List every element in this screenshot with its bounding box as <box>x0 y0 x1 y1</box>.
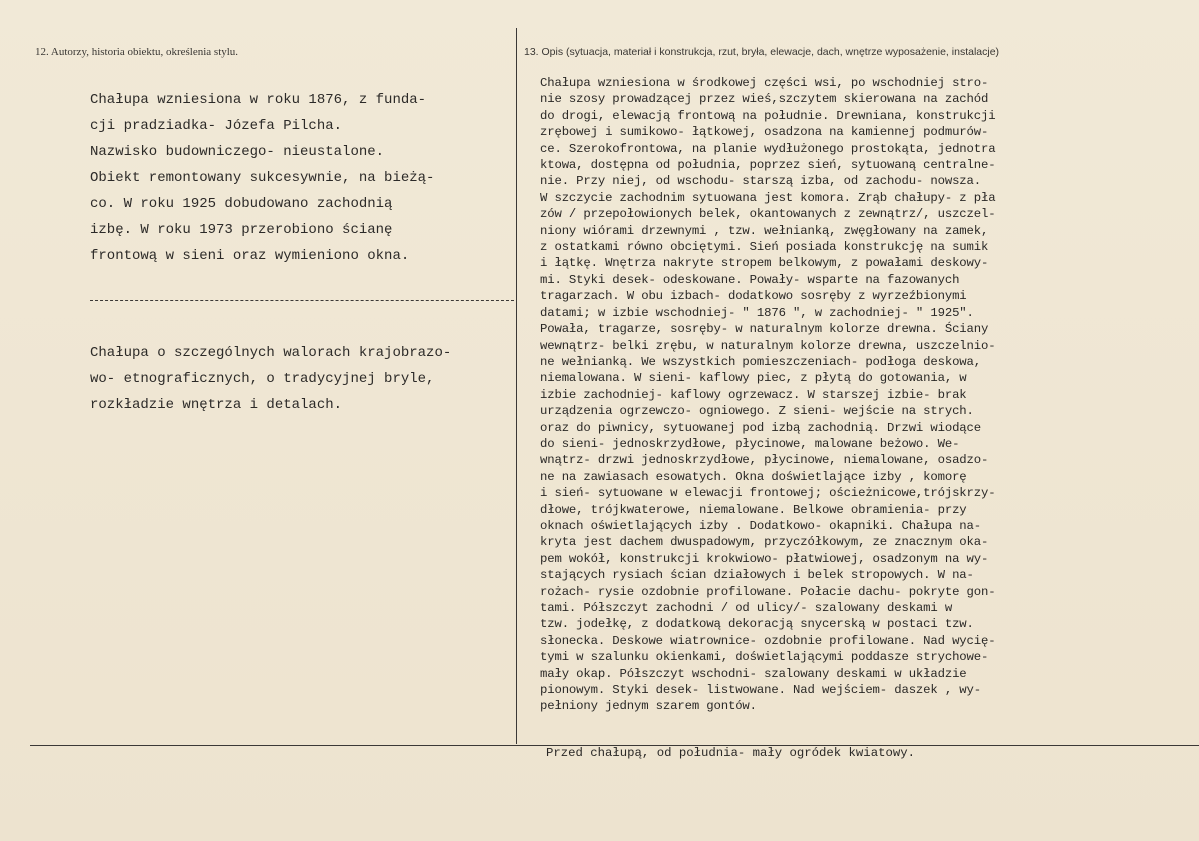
description-line: W szczycie zachodnim sytuowana jest komora. Zrąb chałupy- z pła <box>540 190 996 205</box>
description-line: dłowe, trójkwaterowe, niemalowane. Belkowe obramienia- przy <box>540 502 967 517</box>
section-13-heading: 13. Opis (sytuacja, materiał i konstrukcja, rzut, bryła, elewacje, dach, wnętrze wyposażenie, instalacje) <box>524 46 1000 58</box>
description-line: wnątrz- drzwi jednoskrzydłowe, płycinowe, niemalowane, osadzo- <box>540 453 989 468</box>
description-line: urządzenia ogrzewczo- ogniowego. Z sieni- wejście na strych. <box>540 404 974 419</box>
description-line: tymi w szalunku okienkami, doświetlającymi poddasze strychowe- <box>540 650 989 665</box>
description-line: izbie zachodniej- kaflowy ogrzewacz. W starszej izbie- brak <box>540 387 967 402</box>
description-line: pem wokół, konstrukcji krokwiowo- płatwiowej, osadzonym na wy- <box>540 551 989 566</box>
description-line: nie. Przy niej, od wschodu- starszą izba, od zachodu- nowsza. <box>540 174 981 189</box>
description-text <box>540 75 1199 715</box>
description-line: pełniony jednym szarem gontów. <box>540 699 757 714</box>
description-line: ce. Szerokofrontowa, na planie wydłużonego prostokąta, jednotra <box>540 141 996 156</box>
description-line: ktowa, dostępna od południa, poprzez sień, sytuowaną centralne- <box>540 158 996 173</box>
history-line: cji pradziadka- Józefa Pilcha. <box>90 118 343 134</box>
description-line: Powała, tragarze, sosręby- w naturalnym kolorze drewna. Ściany <box>540 322 989 337</box>
history-line: Obiekt remontowany sukcesywnie, na bieżą- <box>90 170 435 186</box>
description-line: tami. Półszczyt zachodni / od ulicy/- szalowany deskami w <box>540 601 953 615</box>
dashed-separator <box>90 300 514 301</box>
description-line: i łątkę. Wnętrza nakryte stropem belkowym, z powałami deskowy- <box>540 256 989 271</box>
description-line: nie szosy prowadzącej przez wieś,szczytem skierowana na zachód <box>540 92 989 107</box>
style-line: Chałupa o szczególnych walorach krajobrazo- <box>90 345 452 361</box>
description-line: ne wełnianką. We wszystkich pomieszczeniach- podłoga deskowa, <box>540 354 981 369</box>
description-line: niony wiórami drzewnymi , tzw. wełnianką, zwęgłowany na zamek, <box>540 223 989 238</box>
description-line: mały okap. Półszczyt wschodni- szalowany deskami w układzie <box>540 666 967 681</box>
description-line: stających rysiach ścian działowych i belek stropowych. W na- <box>540 568 974 583</box>
description-line: datami; w izbie wschodniej- " 1876 ", w zachodniej- " 1925". <box>540 305 974 320</box>
description-line: z ostatkami równo obciętymi. Sień posiada konstrukcję na sumik <box>540 240 989 255</box>
description-line: tragarzach. W obu izbach- dodatkowo sosręby z wyrzeźbionymi <box>540 289 967 304</box>
description-line: wewnątrz- belki zrębu, w naturalnym kolorze drewna, uszczelnio- <box>540 338 996 353</box>
history-line: Nazwisko budowniczego- nieustalone. <box>90 144 385 160</box>
description-line: tzw. jodełkę, z dodatkową dekoracją snycerską w postaci tzw. <box>540 617 974 632</box>
section-12-heading: 12. Autorzy, historia obiektu, określenia stylu. <box>35 46 239 58</box>
description-trailing-line: Przed chałupą, od południa- mały ogródek kwiatowy. <box>546 746 915 760</box>
description-line: słonecka. Deskowe wiatrownice- ozdobnie profilowane. Nad wycię- <box>540 633 996 648</box>
style-line: wo- etnograficznych, o tradycyjnej bryle, <box>90 371 435 387</box>
description-line: oraz do piwnicy, sytuowanej pod izbą zachodnią. Drzwi wiodące <box>540 420 981 435</box>
history-line: Chałupa wzniesiona w roku 1876, z funda- <box>90 92 427 108</box>
description-line: i sień- sytuowane w elewacji frontowej; ościeżnicowe,trójskrzy- <box>540 486 996 501</box>
history-text <box>90 87 518 269</box>
description-line: Chałupa wzniesiona w środkowej części wsi, po wschodniej stro- <box>540 76 989 90</box>
description-line: zrębowej i sumikowo- łątkowej, osadzona na kamiennej podmurów- <box>540 125 989 140</box>
description-line: do sieni- jednoskrzydłowe, płycinowe, malowane beżowo. We- <box>540 436 960 451</box>
description-line: mi. Styki desek- odeskowane. Powały- wsparte na fazowanych <box>540 272 960 287</box>
style-line: rozkładzie wnętrza i detalach. <box>90 397 343 413</box>
description-line: ne na zawiasach esowatych. Okna doświetlające izby , komorę <box>540 469 967 484</box>
description-line: do drogi, elewacją frontową na południe. Drewniana, konstrukcji <box>540 108 996 123</box>
description-line: niemalowana. W sieni- kaflowy piec, z płytą do gotowania, w <box>540 371 967 386</box>
description-line: pionowym. Styki desek- listwowane. Nad wejściem- daszek , wy- <box>540 683 981 698</box>
history-line: co. W roku 1925 dobudowano zachodnią <box>90 196 393 212</box>
history-line: izbę. W roku 1973 przerobiono ścianę <box>90 222 393 238</box>
description-line: oknach oświetlających izby . Dodatkowo- okapniki. Chałupa na- <box>540 518 981 533</box>
description-line: zów / przepołowionych belek, okantowanych z zewnątrz/, uszczel- <box>540 207 996 222</box>
history-line: frontową w sieni oraz wymieniono okna. <box>90 248 410 264</box>
description-line: rożach- rysie ozdobnie profilowane. Połacie dachu- pokryte gon- <box>540 584 996 599</box>
style-text <box>90 340 518 418</box>
description-line: kryta jest dachem dwuspadowym, przyczółkowym, ze znacznym oka- <box>540 535 989 550</box>
